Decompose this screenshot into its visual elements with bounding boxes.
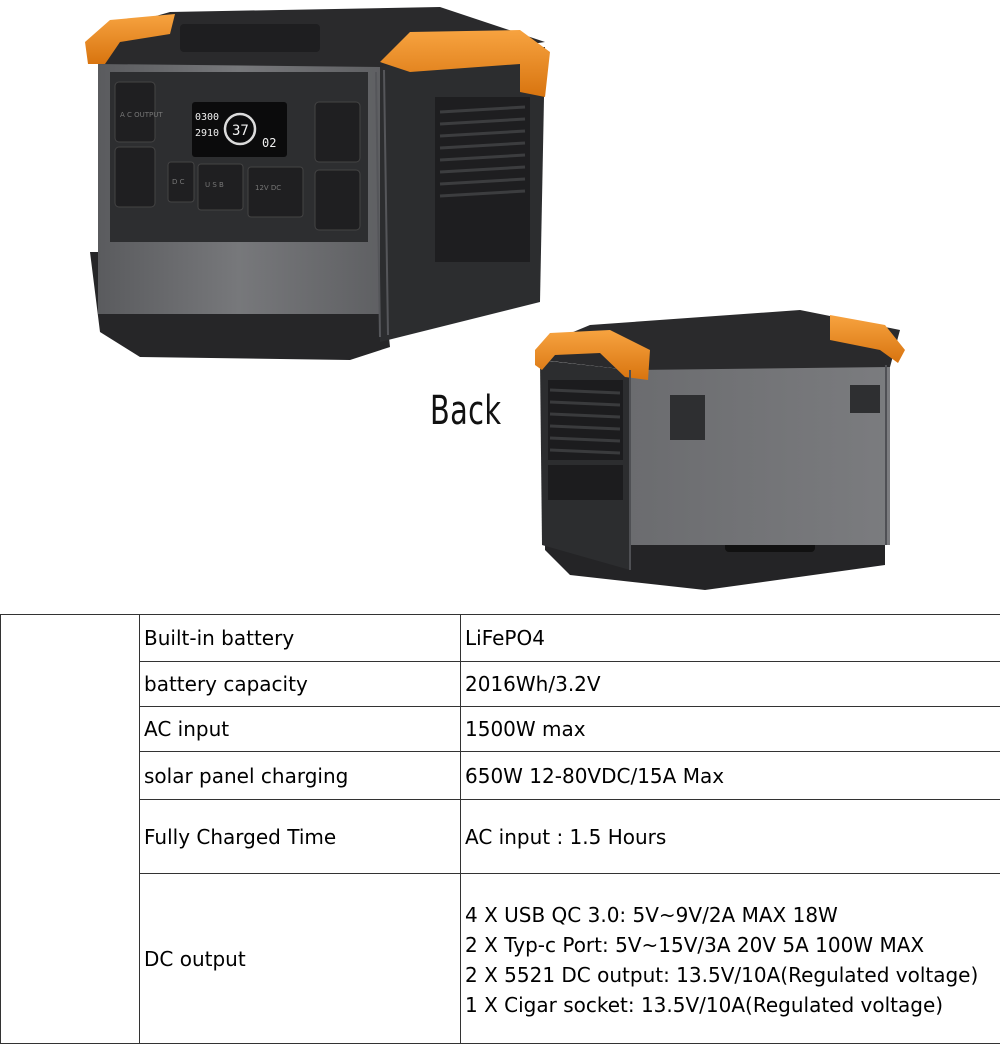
- display-mid-value: 2910: [195, 128, 219, 139]
- back-label: Back: [430, 388, 501, 434]
- spec-value: 2016Wh/3.2V: [461, 662, 1000, 707]
- spec-value: LiFePO4: [461, 615, 1000, 662]
- table-row: [1, 707, 1000, 752]
- dc-output-line: 2 X 5521 DC output: 13.5V/10A(Regulated voltage): [465, 960, 996, 990]
- display-right-value: 02: [262, 136, 276, 150]
- spec-label: battery capacity: [140, 662, 461, 707]
- spec-value: 650W 12-80VDC/15A Max: [461, 752, 1000, 800]
- spec-label: DC output: [140, 874, 461, 1044]
- dc-output-line: 2 X Typ-c Port: 5V~15V/3A 20V 5A 100W MAX: [465, 930, 996, 960]
- power-station-front-image: [80, 2, 560, 367]
- dc-output-values: [461, 874, 1000, 1044]
- spec-table: [0, 614, 1000, 1044]
- display-ring-value: 37: [232, 123, 249, 139]
- dc-output-line: 1 X Cigar socket: 13.5V/10A(Regulated voltage): [465, 990, 996, 1020]
- spec-label: solar panel charging: [140, 752, 461, 800]
- ac-output-label: A C OUTPUT: [120, 111, 163, 119]
- table-row: [1, 874, 1000, 1044]
- spec-label: AC input: [140, 707, 461, 752]
- table-row: [1, 752, 1000, 800]
- spec-value: 1500W max: [461, 707, 1000, 752]
- spec-value: AC input : 1.5 Hours: [461, 800, 1000, 874]
- dc-output-line: 4 X USB QC 3.0: 5V~9V/2A MAX 18W: [465, 900, 996, 930]
- spec-label: Built-in battery: [140, 615, 461, 662]
- table-row: [1, 662, 1000, 707]
- power-station-back-image: [530, 305, 910, 595]
- table-blank-column: [1, 615, 140, 1044]
- spec-label: Fully Charged Time: [140, 800, 461, 874]
- dc-label: D C: [172, 178, 185, 186]
- dc12-label: 12V DC: [255, 184, 281, 192]
- display-top-value: 0300: [195, 112, 219, 123]
- table-row: [1, 615, 1000, 662]
- usb-label: U S B: [205, 181, 224, 189]
- table-row: [1, 800, 1000, 874]
